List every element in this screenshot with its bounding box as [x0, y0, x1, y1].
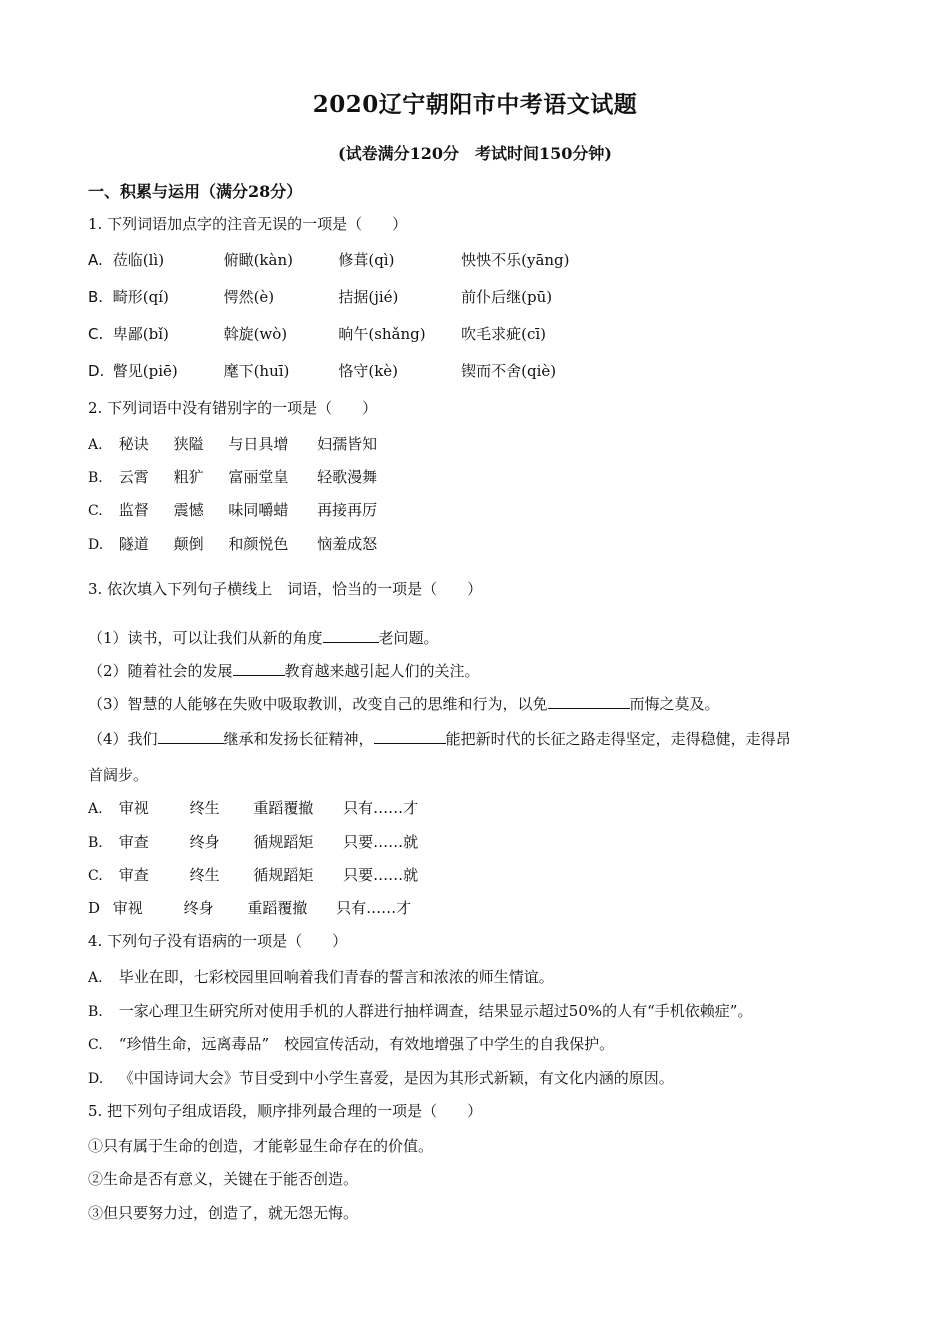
option-letter: A. — [88, 251, 103, 269]
option-letter: D. — [88, 362, 105, 380]
option-item: 监督 — [118, 501, 149, 519]
option-item: 前仆后继(pū) — [461, 288, 553, 306]
option-text: “珍惜生命，远离毒品” 校园宣传活动，有效地增强了中学生的自我保护。 — [118, 1035, 615, 1053]
option-letter: C. — [88, 503, 103, 519]
option-item: 终身 — [183, 899, 214, 917]
option-item: 恼羞成怒 — [317, 535, 378, 553]
option-item: 狭隘 — [173, 435, 204, 453]
option-letter: C. — [88, 1037, 103, 1053]
option-letter: B. — [88, 835, 103, 851]
q3-option-b — [88, 831, 418, 852]
option-item: 卑鄙(bǐ) — [112, 325, 169, 343]
exam-subtitle: (试卷满分120分 考试时间150分钟) — [338, 144, 612, 163]
option-item: 妇孺皆知 — [317, 435, 378, 453]
question-1-stem: 1. 下列词语加点字的注音无误的一项是（ ） — [88, 215, 408, 233]
option-item: 只有……才 — [343, 799, 419, 817]
q2-option-b — [88, 466, 377, 487]
option-item: 颠倒 — [173, 535, 204, 553]
option-item: 震憾 — [173, 501, 204, 519]
exam-title: 2020辽宁朝阳市中考语文试题 — [312, 91, 638, 118]
question-2-stem: 2. 下列词语中没有错别字的一项是（ ） — [88, 399, 378, 417]
option-letter: A. — [88, 801, 103, 817]
q3-option-c — [88, 864, 418, 885]
option-item: 莅临(lì) — [112, 251, 165, 269]
option-item: 晌午(shǎng) — [338, 325, 426, 343]
option-item: 只有……才 — [336, 899, 412, 917]
option-letter: C. — [88, 325, 104, 343]
option-item: 瞥见(piē) — [112, 362, 178, 380]
option-item: 拮据(jié) — [338, 288, 399, 306]
option-item: 只要……就 — [343, 866, 419, 884]
q3-option-d — [88, 897, 411, 918]
fill-blank — [548, 694, 630, 709]
fill-blank — [158, 729, 224, 744]
q2-option-a — [88, 433, 377, 454]
option-item: 终身 — [189, 833, 220, 851]
option-item: 审视 — [112, 899, 143, 917]
option-letter: B. — [88, 288, 104, 306]
option-item: 味同嚼蜡 — [228, 501, 289, 519]
option-item: 只要……就 — [343, 833, 419, 851]
q3-option-a — [88, 797, 418, 818]
option-text: 《中国诗词大会》节目受到中小学生喜爱，是因为其形式新颖，有文化内涵的原因。 — [118, 1069, 674, 1087]
option-item: 审查 — [118, 866, 149, 884]
question-4-stem: 4. 下列句子没有语病的一项是（ ） — [88, 932, 348, 950]
option-item: 云霄 — [118, 468, 149, 486]
fill-blank — [233, 661, 285, 676]
section-heading: 一、积累与运用（满分28分） — [88, 182, 303, 201]
option-item: 秘诀 — [118, 435, 149, 453]
option-item: 审查 — [118, 833, 149, 851]
option-item: 循规蹈矩 — [253, 866, 314, 884]
option-item: 麾下(huī) — [223, 362, 290, 380]
q4-option-b — [88, 1000, 752, 1021]
option-item: 修葺(qì) — [338, 251, 395, 269]
q3-sentence-4 — [88, 728, 791, 749]
q5-sentence-2: ②生命是否有意义，关键在于能否创造。 — [88, 1170, 359, 1188]
fill-blank — [323, 628, 379, 643]
option-item: 怏怏不乐(yāng) — [461, 251, 570, 269]
option-item: 隧道 — [118, 535, 149, 553]
option-item: 俯瞰(kàn) — [223, 251, 293, 269]
option-item: 锲而不舍(qiè) — [461, 362, 557, 380]
sentence-text: 教育越来越引起人们的关注。 — [284, 662, 480, 680]
q2-option-d — [88, 533, 377, 554]
option-item: 富丽堂皇 — [228, 468, 289, 486]
q5-sentence-3: ③但只要努力过，创造了，就无怨无悔。 — [88, 1204, 359, 1222]
q4-option-d — [88, 1067, 674, 1088]
fill-blank — [374, 729, 446, 744]
option-item: 与日具增 — [228, 435, 289, 453]
option-letter: A. — [88, 437, 103, 453]
option-text: 毕业在即，七彩校园里回响着我们青春的誓言和浓浓的师生情谊。 — [118, 968, 554, 986]
q3-sentence-3 — [88, 693, 720, 714]
option-letter: D — [88, 899, 101, 917]
q1-option-b — [88, 286, 572, 307]
option-item: 重蹈覆撤 — [253, 799, 314, 817]
option-letter: D. — [88, 1071, 104, 1087]
option-text: 一家心理卫生研究所对使用手机的人群进行抽样调查，结果显示超过50%的人有“手机依赖症”。 — [118, 1002, 753, 1020]
option-item: 恪守(kè) — [338, 362, 399, 380]
sentence-text: （1）读书，可以让我们从新的角度 — [88, 629, 323, 647]
option-letter: D. — [88, 537, 104, 553]
q3-sentence-1 — [88, 627, 439, 648]
sentence-text: （3）智慧的人能够在失败中吸取教训，改变自己的思维和行为，以免 — [88, 695, 548, 713]
sentence-text: （4）我们 — [88, 730, 158, 748]
option-item: 循规蹈矩 — [253, 833, 314, 851]
q4-option-c — [88, 1033, 614, 1054]
sentence-text: 而悔之莫及。 — [629, 695, 720, 713]
q5-sentence-1: ①只有属于生命的创造，才能彰显生命存在的价值。 — [88, 1137, 434, 1155]
option-item: 终生 — [189, 799, 220, 817]
option-letter: B. — [88, 1004, 103, 1020]
option-letter: C. — [88, 868, 103, 884]
option-item: 畸形(qí) — [112, 288, 169, 306]
option-item: 重蹈覆撤 — [247, 899, 308, 917]
q1-option-d — [88, 360, 576, 381]
sentence-text: 老问题。 — [378, 629, 439, 647]
q4-option-a — [88, 966, 554, 987]
question-3-stem: 3. 依次填入下列句子横线上 词语，恰当的一项是（ ） — [88, 580, 483, 598]
q3-sentence-4-cont: 首阔步。 — [88, 766, 149, 784]
option-letter: B. — [88, 470, 103, 486]
option-item: 粗犷 — [173, 468, 204, 486]
option-item: 审视 — [118, 799, 149, 817]
sentence-text: 继承和发扬长征精神， — [223, 730, 374, 748]
sentence-text: 能把新时代的长征之路走得坚定，走得稳健，走得昂 — [445, 730, 791, 748]
option-item: 斡旋(wò) — [223, 325, 288, 343]
q1-option-c — [88, 323, 566, 344]
option-item: 终生 — [189, 866, 220, 884]
option-item: 愕然(è) — [223, 288, 275, 306]
option-item: 再接再厉 — [317, 501, 378, 519]
option-item: 轻歌漫舞 — [317, 468, 378, 486]
q2-option-c — [88, 499, 377, 520]
option-item: 吹毛求疵(cī) — [461, 325, 547, 343]
option-letter: A. — [88, 970, 103, 986]
q1-option-a — [88, 249, 590, 270]
option-item: 和颜悦色 — [228, 535, 289, 553]
question-5-stem: 5. 把下列句子组成语段，顺序排列最合理的一项是（ ） — [88, 1102, 483, 1120]
q3-sentence-2 — [88, 660, 480, 681]
sentence-text: （2）随着社会的发展 — [88, 662, 233, 680]
